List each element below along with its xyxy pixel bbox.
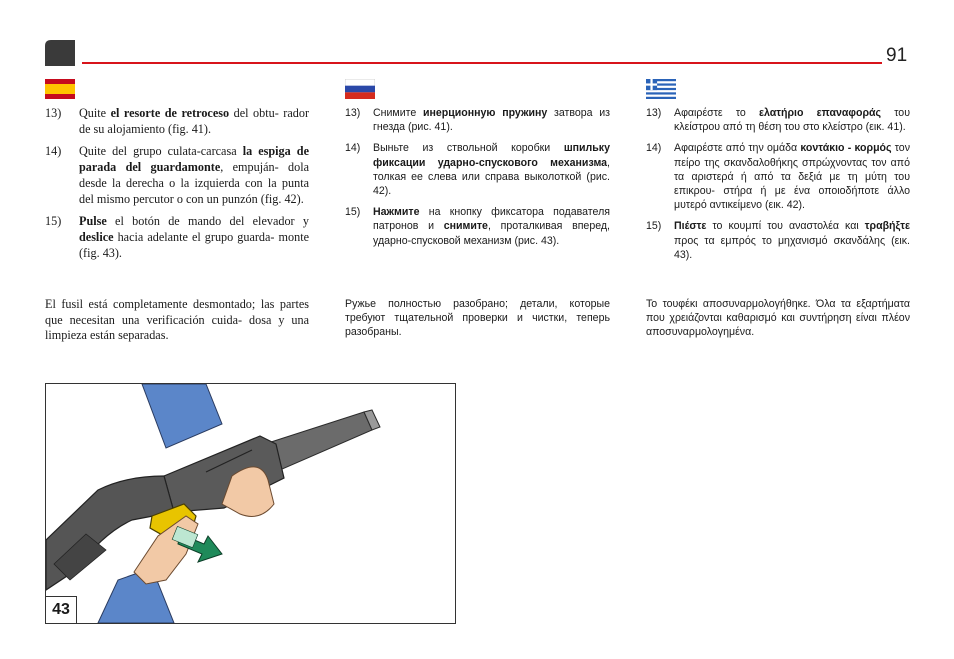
step-13 [646, 106, 910, 134]
step-15 [345, 205, 610, 248]
step-number: 15) [646, 220, 662, 233]
step-number: 15) [345, 206, 361, 219]
figure-43 [45, 383, 456, 624]
step-number: 13) [345, 107, 361, 119]
step-text: Снимите инерционную пружину затвора из гнезда (рис. 41). [373, 107, 611, 134]
step-14 [345, 141, 610, 198]
step-text: Pulse el botón de mando del elevador y deslice hacia adelante el grupo guarda- monte (fig. 43). [79, 214, 309, 260]
step-15 [646, 219, 910, 262]
step-text: Πιέστε το κουμπί του αναστολέα και τραβήξτε προς τα εμπρός το μηχανισμό σκανδάλης (εικ. 43). [674, 220, 910, 261]
step-text: Нажмите на кнопку фиксатора подавателя патронов и снимите, проталкивая вперед, ударно-спусковой механизм (рис. 43). [373, 206, 610, 247]
chapter-tab [45, 40, 75, 66]
page-number: 91 [886, 45, 908, 66]
step-text: Αφαιρέστε το ελατήριο επαναφοράς του κλείστρου από τη θέση του στο κλείστρο (εικ. 41). [674, 107, 910, 134]
shotgun-illustration [46, 384, 455, 623]
figure-number: 43 [46, 596, 77, 623]
step-13 [345, 106, 610, 134]
greek-instructions [646, 106, 910, 269]
greek-summary: Το τουφέκι αποσυναρμολογήθηκε. Όλα τα εξαρτήματα που χρειάζονται καθαρισμό και συντήρηση είναι πλέον αποσυναρμολογημένα. [646, 298, 910, 339]
step-text: Αφαιρέστε από την ομάδα κοντάκιο - κορμός τον πείρο της σκανδαλοθήκης σπρώχνοντας τον από τα αριστερά ή από τα δεξιά με τη μύτη του επικρου- στήρα ή με ένα οποιοδήποτε άλλο μυτερό αντικείμενο (εικ. 42). [674, 142, 910, 212]
step-14 [45, 144, 309, 207]
step-number: 15) [45, 214, 62, 229]
header-rule [82, 62, 882, 64]
step-text: Quite del grupo culata-carcasa la espiga de parada del guardamonte, empuján- dola desde la derecha o la izquierda con la punta del mismo percutor o con un punzón (fig. 42). [79, 144, 309, 206]
step-text: Выньте из ствольной коробки шпильку фиксации ударно-спускового механизма, толкая ее слева или справа выколоткой (рис. 42). [373, 142, 610, 198]
step-13 [45, 106, 309, 137]
step-number: 14) [45, 144, 62, 159]
russian-instructions [345, 106, 610, 255]
flag-spain-icon [45, 79, 75, 99]
step-number: 13) [646, 107, 662, 119]
step-14 [646, 141, 910, 212]
flag-russia-icon [345, 79, 375, 99]
flag-greece-icon [646, 79, 676, 99]
russian-summary: Ружье полностью разобрано; детали, которые требуют тщательной проверки и чистки, теперь разобраны. [345, 298, 610, 339]
step-text: Quite el resorte de retroceso del obtu- rador de su alojamiento (fig. 41). [79, 106, 310, 136]
spanish-summary: El fusil está completamente desmontado; las partes que necesitan una verificación cuida- dosa y una limpieza están separadas. [45, 297, 309, 343]
step-number: 14) [345, 142, 361, 155]
step-number: 13) [45, 106, 62, 120]
spanish-instructions [45, 106, 309, 268]
step-number: 14) [646, 142, 662, 155]
step-15 [45, 214, 309, 261]
